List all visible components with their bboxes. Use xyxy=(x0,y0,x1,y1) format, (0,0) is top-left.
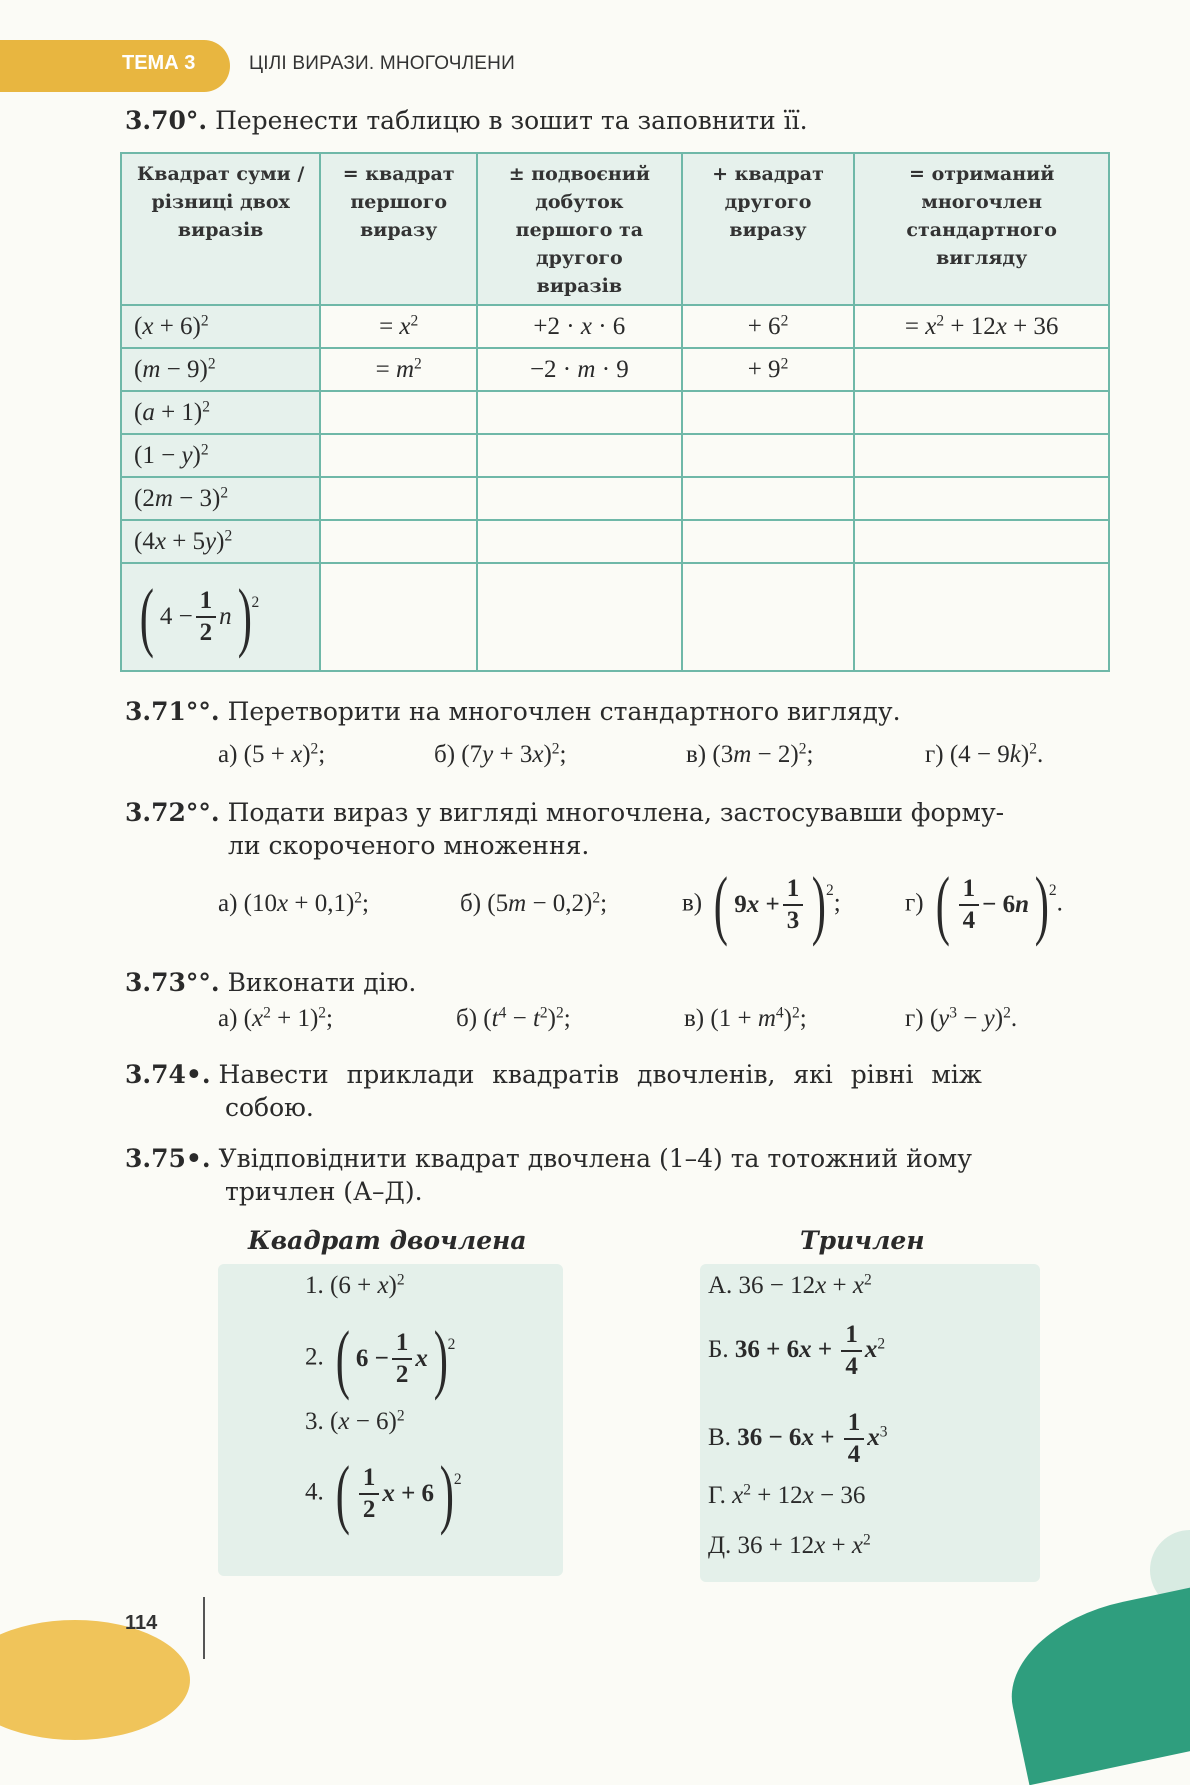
table-row xyxy=(121,391,1109,434)
problem-3-75: 3.75•. Увідповіднити квадрат двочлена (1–4) та тотожний йому тричлен (А–Д). xyxy=(125,1144,972,1206)
table-row xyxy=(121,348,1109,391)
table-cell xyxy=(477,391,682,434)
problem-3-74: 3.74•. Навести приклади квадратів двочленів, які рівні між собою. xyxy=(125,1060,982,1122)
list-item: 4. ( $\frac{1}{2}$ x + 6 ) 2 xyxy=(305,1450,462,1536)
problem-3-73: 3.73°°. Виконати дію. xyxy=(125,968,417,997)
option-a: а) $(5 + x)^2$; xyxy=(218,740,326,768)
page-number: 114 xyxy=(125,1612,158,1634)
table-row xyxy=(121,520,1109,563)
problem-text: Навести приклади квадратів двочленів, які рівні між xyxy=(218,1060,982,1089)
table-row xyxy=(121,305,1109,348)
table-row xyxy=(121,563,1109,671)
table-header-cell: = квадрат першого виразу xyxy=(320,153,477,305)
table-cell xyxy=(854,348,1109,391)
table-row xyxy=(121,477,1109,520)
table-cell xyxy=(682,520,855,563)
list-item: В. 36 − 6x + $\frac{1}{4}$ $x^3$ xyxy=(708,1409,888,1469)
fill-in-table xyxy=(120,152,1110,672)
problem-text: Виконати дію. xyxy=(227,968,417,997)
table-cell xyxy=(682,434,855,477)
table-cell xyxy=(320,563,477,671)
option-v: в) $(1 + m^4)^2$; xyxy=(684,1004,807,1032)
problem-text: Подати вираз у вигляді многочлена, застосувавши форму- xyxy=(227,798,1005,827)
option-b: б) $(5m - 0,2)^2$; xyxy=(460,889,608,917)
table-cell xyxy=(320,434,477,477)
problem-text: Перенести таблицю в зошит та заповнити її. xyxy=(215,106,808,135)
table-cell: −2 · m · 9 xyxy=(477,348,682,391)
problem-3-72: 3.72°°. Подати вираз у вигляді многочлена, застосувавши форму- ли скороченого множення. xyxy=(125,798,1005,860)
table-cell xyxy=(682,477,855,520)
problem-text: ли скороченого множення. xyxy=(228,831,590,860)
option-b: б) $(t^4 - t^2)^2$; xyxy=(456,1004,571,1032)
option-b: б) $(7y + 3x)^2$; xyxy=(434,740,567,768)
table-cell xyxy=(477,434,682,477)
corner-decoration-left xyxy=(0,1620,190,1740)
table-cell xyxy=(682,563,855,671)
option-a: а) $(10x + 0,1)^2$; xyxy=(218,889,369,917)
table-cell xyxy=(477,563,682,671)
table-cell: $(a + 1)^2$ xyxy=(121,391,320,434)
problem-3-70 xyxy=(125,104,808,137)
table-cell: $(m - 9)^2$ xyxy=(121,348,320,391)
problem-3-71: 3.71°°. Перетворити на многочлен стандартного вигляду. xyxy=(125,697,901,726)
option-a: а) $(x^2 + 1)^2$; xyxy=(218,1004,333,1032)
problem-number: 3.70°. xyxy=(125,106,208,135)
table-cell: = $x^2 + 12x + 36$ xyxy=(854,305,1109,348)
table-header-cell: Квадрат суми / різниці двох виразів xyxy=(121,153,320,305)
table-cell xyxy=(477,477,682,520)
option-g: г) ( $\frac{1}{4}$ − 6n ) 2 . xyxy=(905,861,1063,947)
table-cell: $(x + 6)^2$ xyxy=(121,305,320,348)
table-header-cell: + квадрат другого виразу xyxy=(682,153,855,305)
table-cell: ( 4 − $\frac{1}{2}$ n ) 2 xyxy=(121,563,320,671)
problem-text: тричлен (А–Д). xyxy=(225,1177,423,1206)
chapter-tab-label: ТЕМА 3 xyxy=(122,52,196,74)
option-g: г) $(y^3 - y)^2$. xyxy=(905,1004,1018,1032)
left-column-heading: Квадрат двочлена xyxy=(248,1226,527,1255)
chapter-tab xyxy=(0,40,230,92)
table-cell xyxy=(477,520,682,563)
problem-text: Увідповіднити квадрат двочлена (1–4) та тотожний йому xyxy=(218,1144,972,1173)
list-item: 3. $(x - 6)^2$ xyxy=(305,1407,405,1435)
list-item: Г. $x^2 + 12x - 36$ xyxy=(708,1481,866,1509)
option-g: г) $(4 - 9k)^2$. xyxy=(925,740,1044,768)
table-cell xyxy=(320,391,477,434)
table-cell: = $x^2$ xyxy=(320,305,477,348)
table-header-cell: ± подвоєний добуток першого та другого виразів xyxy=(477,153,682,305)
table-cell xyxy=(854,520,1109,563)
table-header-cell: = отриманий многочлен стандартного вигляду xyxy=(854,153,1109,305)
page-number-rule xyxy=(203,1597,205,1659)
list-item: Д. $36 + 12x + x^2$ xyxy=(708,1531,871,1559)
table-cell: $(1 - y)^2$ xyxy=(121,434,320,477)
table-cell: $(4x + 5y)^2$ xyxy=(121,520,320,563)
right-column-heading: Тричлен xyxy=(800,1226,925,1255)
option-v: в) $(3m - 2)^2$; xyxy=(686,740,814,768)
chapter-title: ЦІЛІ ВИРАЗИ. МНОГОЧЛЕНИ xyxy=(249,53,515,74)
table-cell xyxy=(320,520,477,563)
table-row xyxy=(121,434,1109,477)
table-cell: $(2m - 3)^2$ xyxy=(121,477,320,520)
list-item: Б. 36 + 6x + $\frac{1}{4}$ $x^2$ xyxy=(708,1321,886,1381)
option-v: в) ( 9x + $\frac{1}{3}$ ) 2 ; xyxy=(682,861,841,947)
table-cell xyxy=(854,391,1109,434)
list-item: 2. ( 6 − $\frac{1}{2}$ x ) 2 xyxy=(305,1315,456,1401)
problem-text: собою. xyxy=(225,1093,314,1122)
list-item: 1. $(6 + x)^2$ xyxy=(305,1271,405,1299)
table-cell: +2 · x · 6 xyxy=(477,305,682,348)
table-cell: + $6^2$ xyxy=(682,305,855,348)
table-cell: = $m^2$ xyxy=(320,348,477,391)
table-cell xyxy=(854,477,1109,520)
table-cell xyxy=(854,563,1109,671)
table-cell: + $9^2$ xyxy=(682,348,855,391)
table-cell xyxy=(854,434,1109,477)
problem-text: Перетворити на многочлен стандартного вигляду. xyxy=(227,697,901,726)
table-cell xyxy=(682,391,855,434)
corner-decoration-right xyxy=(996,1575,1190,1785)
table-cell xyxy=(320,477,477,520)
list-item: А. $36 - 12x + x^2$ xyxy=(708,1271,872,1299)
